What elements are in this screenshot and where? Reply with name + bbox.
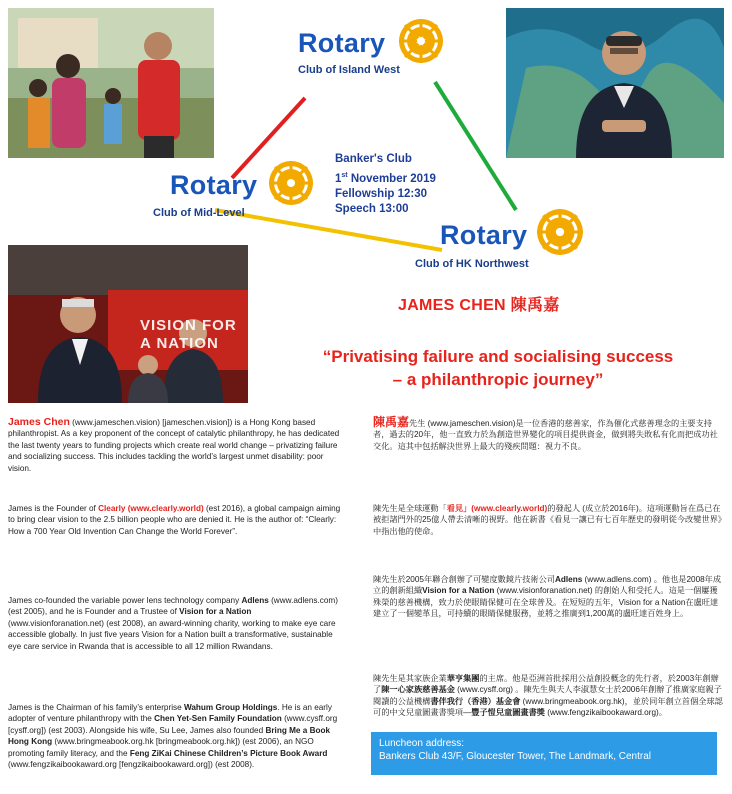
event-fellowship-time: Fellowship 12:30	[335, 187, 428, 200]
speaker-name: JAMES CHEN 陳禹嘉	[398, 297, 560, 314]
rotary-wheel-icon	[266, 158, 316, 208]
rotary-wordmark: Rotary	[440, 220, 528, 250]
bio-en-paragraph-4: James is the Chairman of his family’s enterprise Wahum Group Holdings. He is an early adopter of venture philanthropy with the Chen Yet-Sen Family Foundation (www.cysff.org [cysff.org]) (est 2003). Alongside his wife, Su Lee, James also founded Bring Me a Book Hong Kong (www.bringmeabook.org.hk [bringmeabook.org.hk]) (est 2006), an NGO promoting family literacy, and the Feng ZiKai Chinese Children’s Picture Book Award (www.fengzikaibookaward.org [fengzikaibookaward.org]) (est 2008).	[8, 703, 338, 770]
photo-community-visit	[8, 8, 214, 158]
talk-title: “Privatising failure and socialising success – a philanthropic journey”	[322, 347, 674, 389]
photo-vision-for-a-nation-event	[8, 245, 248, 403]
bio-en-paragraph-3: James co-founded the variable power lens technology company Adlens (www.adlens.com) (est 2005), and he is Founder and a Trustee of Vision for a Nation (www.visionforanation.net) (est 2008), an award-winning charity, working to make eye care accessible globally. In just five years Vision for a Nation built a transformative, sustainable eye care service in Rwanda that is accessible to all 12 million Rwandans.	[8, 596, 338, 651]
club-name-hk-northwest: Club of HK Northwest	[415, 258, 529, 270]
bio-en-paragraph-1: James Chen (www.jameschen.vision) [jameschen.vision]) is a Hong Kong based philanthropist. As a key proponent of the concept of catalytic philanthropy, he has dedicated the last twenty years to funding projects which create real world change – privatizing failure and socializing success. This includes tackling the world’s largest unmet disability: poor vision.	[8, 416, 340, 473]
event-speech-time: Speech 13:00	[335, 203, 409, 216]
bio-zh-paragraph-3: 陳先生於2005年聯合創辦了可變度數鏡片技術公司Adlens (www.adlens.com) 。他也是2008年成立的創新組織Vision for a Nation (www.visionforanation.net) 的創始人和受托人。這是一個屢獲殊榮的慈善機構，致力於使眼睛保健可在全球普及。在短短的五年，Vision for a Nation在盧旺達建立了一個變革且，可持續的眼睛保健服務，並將之推廣到1,200萬的盧旺達百姓身上。	[373, 575, 722, 619]
club-name-island-west: Club of Island West	[298, 64, 400, 76]
bio-zh-paragraph-1: 陳禹嘉先生 (www.jameschen.vision)是一位香港的慈善家，作為催化式慈善理念的主要支持者，過去的20年，他一直致力於為創造世界變化的項目提供資金，做到將失敗私有化而把成功社交化。這其中包括解決世界上最大的殘疾問題：視力不良。	[373, 415, 718, 451]
luncheon-address-box	[371, 732, 717, 775]
rotary-logo-island-west	[298, 28, 400, 76]
event-venue: Banker's Club	[335, 153, 412, 165]
photo-banner-text: VISION FOR A NATION	[140, 317, 237, 352]
bio-zh-paragraph-2: 陳先生是全球運動「看見」(www.clearly.world)的發起人 (成立於2016年)。這項運動旨在爲已在被拒諸門外的25億人帶去清晰的視野。他在新書《看見一讓已有七百年歷史的發明從今改變世界》中指出他的使命。	[373, 504, 722, 536]
rotary-logo-hk-northwest	[415, 220, 529, 270]
luncheon-label: Luncheon address:	[379, 738, 465, 749]
photo-speaker-portrait	[506, 8, 724, 158]
rotary-wordmark: Rotary	[298, 28, 386, 58]
rotary-wheel-icon	[534, 206, 586, 258]
event-details	[335, 152, 436, 218]
bio-zh-paragraph-4: 陳先生是其家族企業華亨集團的主席。他是亞洲首批採用公益創投概念的先行者，於2003年創辦了陳一心家族慈善基金 (www.cysff.org) 。陳先生與夫人李淑慧女士於2006年創辦了推廣家庭親子閱讀的公益機構書伴我行（香港）基金會 (www.bringmeabook.org.hk)，並於同年創立首個全球認可的中文兒童圖畫書獎項—豐子愷兒童圖畫書獎 (www.fengzikaibookaward.org)。	[373, 674, 723, 718]
rotary-logo-mid-level	[153, 170, 258, 219]
club-name-mid-level: Club of Mid-Level	[153, 207, 245, 219]
green-connection-line	[435, 82, 516, 210]
rotary-wheel-icon	[396, 16, 446, 66]
bio-en-paragraph-2: James is the Founder of Clearly (www.clearly.world) (est 2016), a global campaign aiming to bring clear vision to the 2.5 billion people who are denied it. He is the author of: “Clearly: How a 700 Year Old Invention Can Change the World Forever”.	[8, 504, 341, 536]
event-date: 1st November 2019	[335, 171, 436, 185]
luncheon-address: Bankers Club 43/F, Gloucester Tower, The Landmark, Central	[379, 751, 651, 762]
rotary-wordmark: Rotary	[170, 170, 258, 200]
